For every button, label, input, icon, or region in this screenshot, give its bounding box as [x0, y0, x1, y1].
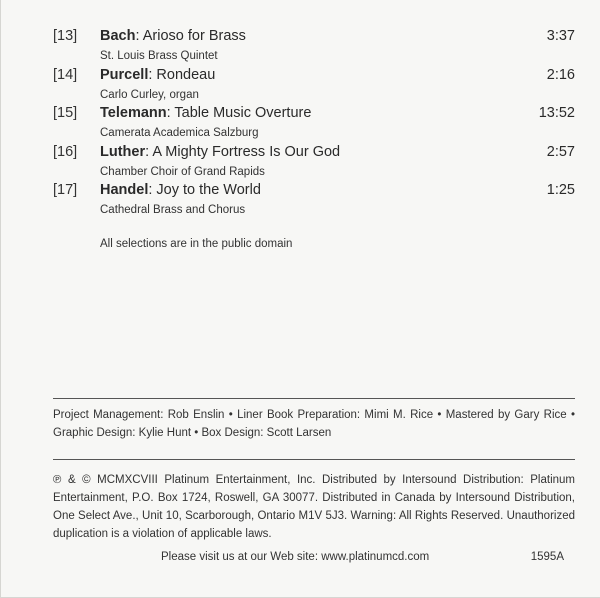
track-separator: : [148, 182, 157, 198]
track-composer: Handel [100, 182, 149, 198]
track-number: [14] [53, 67, 78, 83]
track-separator: : [135, 28, 143, 44]
track-composer: Purcell [100, 67, 149, 83]
track-separator: : [145, 144, 153, 160]
track-performer: Chamber Choir of Grand Rapids [100, 166, 265, 178]
track-performer: Camerata Academica Salzburg [100, 127, 259, 139]
track-separator: : [148, 67, 157, 83]
track-title-line [100, 180, 261, 200]
track-time: 13:52 [538, 105, 575, 121]
track-number: [17] [53, 182, 78, 198]
track-title-line [100, 65, 215, 85]
track-title: Joy to the World [156, 182, 261, 198]
track-separator: : [166, 105, 175, 121]
track-title-line [100, 26, 246, 46]
track-time: 1:25 [546, 182, 575, 198]
track-title: A Mighty Fortress Is Our God [152, 144, 341, 160]
track-composer: Telemann [100, 105, 167, 121]
track-time: 3:37 [546, 28, 575, 44]
divider-middle [53, 459, 575, 460]
track-title: Table Music Overture [174, 105, 312, 121]
website-line: Please visit us at our Web site: www.platinumcd.com [161, 551, 430, 563]
production-credits: Project Management: Rob Enslin • Liner Book Preparation: Mimi M. Rice • Mastered by Gary Rice • Graphic Design: Kylie Hunt • Box Design: Scott Larsen [53, 409, 575, 439]
track-composer: Luther [100, 144, 146, 160]
track-number: [13] [53, 28, 78, 44]
track-title: Rondeau [156, 67, 216, 83]
track-performer: Carlo Curley, organ [100, 89, 199, 101]
track-title-line [100, 103, 311, 123]
copyright-notice: ℗ & © MCMXCVIII Platinum Entertainment, Inc. Distributed by Intersound Distribution: Platinum Entertainment, P.O. Box 1724, Roswell, GA 30077. Distributed in Canada by Intersound Distribution, One Select Ave., Unit 10, Scarborough, Ontario M1V 5J3. Warning: All Rights Reserved. Unauthorized duplication is a violation of applicable laws. [53, 474, 575, 540]
track-performer: St. Louis Brass Quintet [100, 50, 218, 62]
track-time: 2:16 [546, 67, 575, 83]
public-domain-note: All selections are in the public domain [100, 238, 293, 250]
track-number: [16] [53, 144, 78, 160]
track-title-line [100, 142, 340, 162]
track-number: [15] [53, 105, 78, 121]
divider-top [53, 398, 575, 399]
catalog-number: 1595A [530, 551, 564, 563]
track-composer: Bach [100, 28, 136, 44]
track-title: Arioso for Brass [142, 28, 246, 44]
track-performer: Cathedral Brass and Chorus [100, 204, 246, 216]
track-time: 2:57 [546, 144, 575, 160]
